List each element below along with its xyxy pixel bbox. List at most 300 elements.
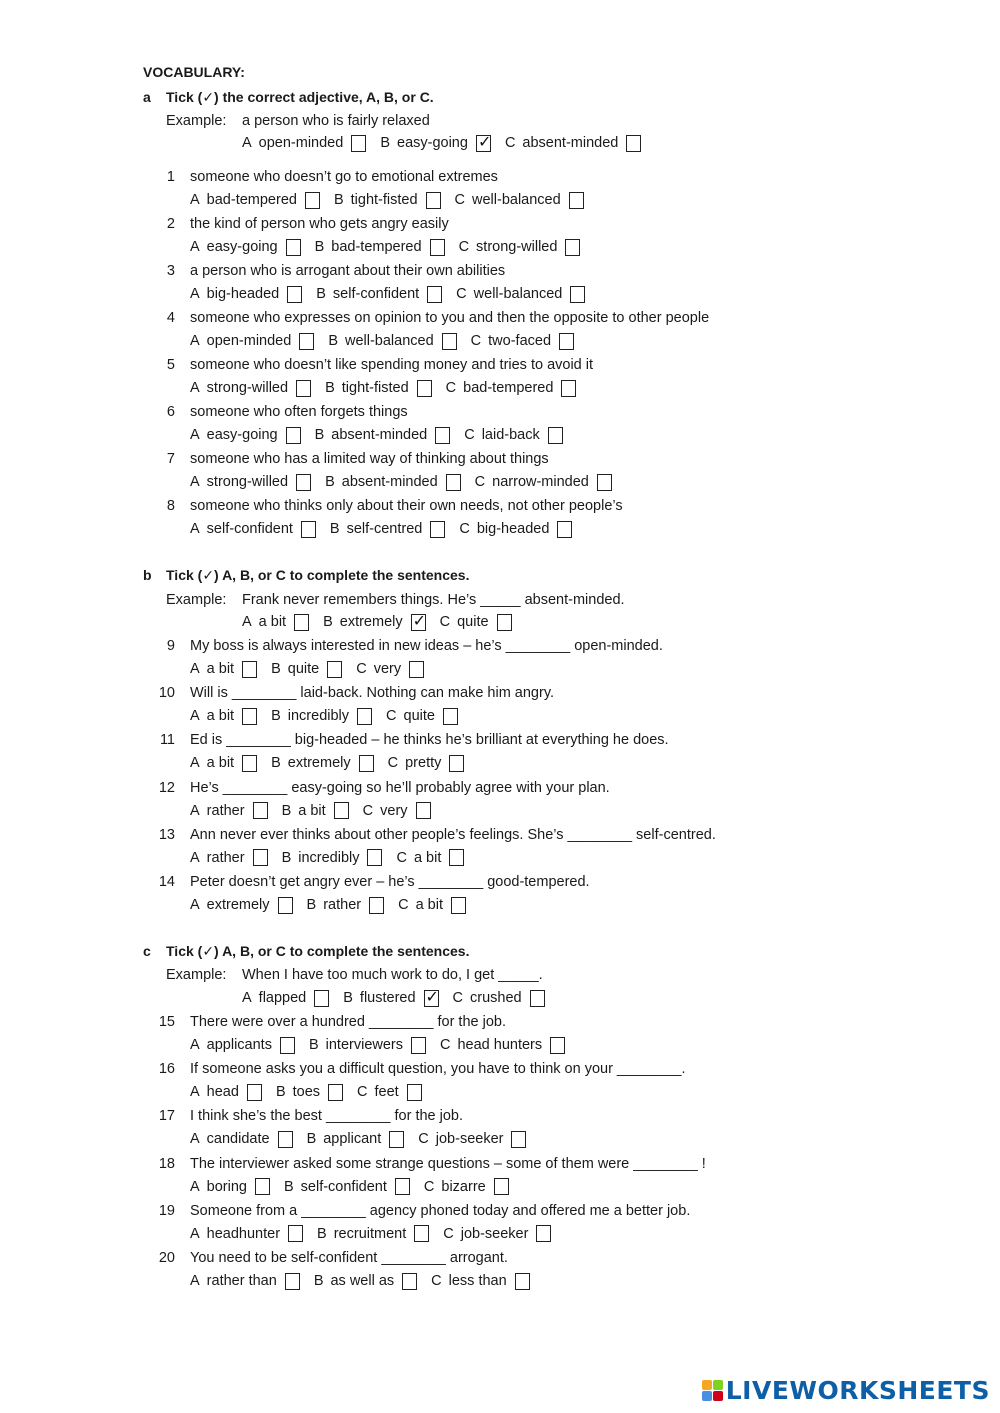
answer-checkbox[interactable]	[286, 239, 301, 256]
answer-checkbox[interactable]	[494, 1178, 509, 1195]
section-heading-a	[143, 89, 434, 106]
question-number: 2	[166, 216, 175, 232]
section-letter: a	[143, 89, 151, 105]
answer-checkbox[interactable]	[530, 990, 545, 1007]
question-text: I think she’s the best ________ for the job.	[190, 1108, 464, 1125]
section-instruction: Tick (✓) A, B, or C to complete the sentences.	[166, 943, 470, 959]
answer-option-b[interactable]	[276, 1083, 343, 1101]
answer-option-c[interactable]	[440, 1036, 565, 1054]
answer-checkbox[interactable]	[280, 1037, 295, 1054]
option-letter: C	[456, 286, 467, 302]
option-text: rather	[323, 897, 362, 913]
answer-option-c[interactable]	[386, 707, 458, 725]
answer-option-b[interactable]	[325, 473, 461, 491]
example-label: Example:	[166, 113, 227, 129]
option-letter: B	[333, 192, 344, 208]
option-text: strong-willed	[206, 474, 289, 490]
checked-checkbox[interactable]	[424, 990, 439, 1007]
answer-checkbox[interactable]	[253, 849, 268, 866]
answer-checkbox[interactable]	[287, 286, 302, 303]
option-text: a bit	[258, 614, 287, 630]
option-text: incredibly	[287, 708, 350, 725]
option-letter: B	[271, 661, 281, 677]
answer-option-b[interactable]	[323, 613, 426, 631]
option-text: applicants	[206, 1037, 272, 1053]
answer-option-a[interactable]	[190, 1225, 303, 1243]
answer-option-c[interactable]	[356, 660, 424, 678]
answer-option-b[interactable]	[325, 379, 432, 397]
answer-checkbox[interactable]	[449, 755, 464, 772]
answer-checkbox[interactable]	[536, 1225, 551, 1242]
answer-option-c[interactable]	[418, 1130, 526, 1148]
option-letter: C	[445, 380, 457, 396]
option-text: a bit	[206, 708, 235, 725]
option-letter: A	[190, 849, 200, 866]
option-letter: C	[474, 474, 486, 490]
question-number: 5	[166, 357, 175, 373]
example-prompt	[166, 966, 543, 984]
option-text: recruitment	[333, 1225, 407, 1242]
option-letter: A	[190, 802, 200, 819]
answer-checkbox[interactable]	[255, 1178, 270, 1195]
page-title: VOCABULARY:	[143, 64, 245, 80]
option-text: big-headed	[476, 521, 550, 537]
option-text: rather	[206, 802, 245, 819]
question-options	[190, 1130, 540, 1148]
example-options	[242, 989, 559, 1007]
question-number: 10	[158, 685, 175, 702]
question-options	[190, 849, 478, 867]
answer-checkbox[interactable]	[443, 708, 458, 725]
answer-checkbox[interactable]	[395, 1178, 410, 1195]
option-text: bad-tempered	[463, 380, 554, 396]
option-text: toes	[292, 1084, 321, 1101]
option-text: easy-going	[206, 239, 278, 255]
answer-option-b[interactable]	[282, 802, 349, 820]
answer-checkbox[interactable]	[407, 1084, 422, 1101]
question-text: If someone asks you a difficult question, you have to think on your ________.	[190, 1061, 686, 1078]
checked-checkbox[interactable]	[411, 614, 426, 631]
answer-option-a[interactable]	[190, 896, 293, 914]
answer-option-b[interactable]	[380, 134, 491, 152]
option-letter: C	[458, 239, 470, 255]
question-text: He’s ________ easy-going so he’ll probably agree with your plan.	[190, 779, 610, 796]
answer-checkbox[interactable]	[278, 1131, 293, 1148]
option-text: extremely	[206, 897, 270, 913]
answer-checkbox[interactable]	[278, 897, 293, 914]
option-text: pretty	[405, 755, 442, 772]
question-options	[190, 1272, 544, 1290]
option-letter: A	[190, 1037, 200, 1053]
option-text: extremely	[339, 614, 403, 630]
option-text: self-confident	[206, 521, 293, 537]
answer-option-c[interactable]	[446, 379, 577, 397]
answer-checkbox[interactable]	[367, 849, 382, 866]
answer-option-c[interactable]	[455, 191, 584, 209]
answer-checkbox[interactable]	[296, 474, 311, 491]
answer-option-a[interactable]	[190, 802, 268, 820]
option-letter: C	[452, 990, 464, 1006]
answer-option-a[interactable]	[190, 707, 257, 725]
question-text: someone who has a limited way of thinking about things	[190, 451, 549, 467]
answer-checkbox[interactable]	[242, 708, 257, 725]
answer-checkbox[interactable]	[294, 614, 309, 631]
option-letter: B	[328, 333, 338, 349]
option-text: rather than	[206, 1273, 277, 1289]
liveworksheets-logo-icon	[702, 1380, 723, 1401]
option-text: bizarre	[441, 1178, 486, 1195]
example-text: a person who is fairly relaxed	[242, 113, 430, 129]
answer-option-b[interactable]	[314, 1272, 417, 1290]
option-letter: B	[325, 474, 335, 490]
answer-checkbox[interactable]	[285, 1273, 300, 1290]
answer-option-b[interactable]	[328, 332, 456, 350]
option-text: absent-minded	[341, 474, 438, 490]
option-letter: A	[190, 521, 200, 537]
option-letter: C	[431, 1273, 442, 1289]
option-text: self-confident	[300, 1178, 387, 1195]
answer-option-b[interactable]	[343, 989, 438, 1007]
answer-option-a[interactable]	[190, 1178, 270, 1196]
option-letter: C	[504, 135, 516, 151]
answer-checkbox[interactable]	[402, 1273, 417, 1290]
option-text: quite	[403, 708, 435, 725]
question-text: There were over a hundred ________ for the job.	[190, 1014, 506, 1030]
option-letter: C	[418, 1131, 429, 1148]
option-letter: B	[281, 802, 292, 819]
answer-option-c[interactable]	[396, 849, 464, 867]
answer-checkbox[interactable]	[288, 1225, 303, 1242]
answer-checkbox[interactable]	[570, 286, 585, 303]
question-options	[190, 1225, 565, 1243]
option-text: very	[380, 802, 408, 819]
answer-checkbox[interactable]	[411, 1037, 426, 1054]
answer-option-c[interactable]	[424, 1178, 509, 1196]
answer-option-a[interactable]	[190, 473, 311, 491]
question-options	[190, 520, 586, 538]
option-letter: B	[306, 1131, 317, 1148]
answer-checkbox[interactable]	[427, 286, 442, 303]
answer-checkbox[interactable]	[559, 333, 574, 350]
question-text: You need to be self-confident ________ arrogant.	[190, 1250, 508, 1266]
example-label: Example:	[166, 967, 227, 983]
answer-option-b[interactable]	[330, 520, 445, 538]
answer-option-c[interactable]	[459, 238, 581, 256]
answer-checkbox[interactable]	[359, 755, 374, 772]
answer-checkbox[interactable]	[253, 802, 268, 819]
answer-checkbox[interactable]	[426, 192, 441, 209]
answer-checkbox[interactable]	[557, 521, 572, 538]
answer-option-a[interactable]	[190, 754, 257, 772]
option-letter: A	[190, 661, 200, 677]
option-text: open-minded	[258, 135, 344, 151]
answer-checkbox[interactable]	[242, 755, 257, 772]
question-number: 20	[158, 1250, 175, 1266]
answer-checkbox[interactable]	[550, 1037, 565, 1054]
answer-option-a[interactable]	[190, 238, 301, 256]
question-options	[190, 896, 480, 914]
answer-option-a[interactable]	[190, 1036, 295, 1054]
option-text: job-seeker	[435, 1131, 504, 1148]
option-letter: B	[316, 286, 326, 302]
question-options	[190, 802, 445, 820]
question-number: 16	[158, 1061, 175, 1078]
answer-option-b[interactable]	[317, 1225, 429, 1243]
question-number: 4	[166, 310, 175, 326]
option-letter: C	[362, 802, 374, 819]
option-letter: B	[317, 1225, 327, 1242]
option-letter: C	[423, 1178, 435, 1195]
option-text: bad-tempered	[206, 192, 297, 208]
option-text: easy-going	[397, 135, 468, 151]
option-letter: A	[190, 1084, 200, 1101]
option-text: candidate	[206, 1131, 270, 1148]
example-text: Frank never remembers things. He’s _____ absent-minded.	[242, 592, 625, 608]
option-letter: B	[323, 614, 333, 630]
answer-checkbox[interactable]	[597, 474, 612, 491]
question-text: someone who often forgets things	[190, 404, 408, 420]
question-options	[190, 332, 588, 350]
question-text: someone who thinks only about their own needs, not other people’s	[190, 498, 623, 514]
example-prompt	[166, 591, 625, 609]
option-text: extremely	[287, 755, 351, 772]
answer-checkbox[interactable]	[328, 1084, 343, 1101]
answer-checkbox[interactable]	[389, 1131, 404, 1148]
question-number: 11	[159, 732, 175, 749]
question-text: My boss is always interested in new ideas – he’s ________ open-minded.	[190, 638, 663, 654]
option-text: flustered	[359, 990, 416, 1006]
option-text: crushed	[470, 990, 522, 1006]
answer-option-a[interactable]	[190, 849, 268, 867]
answer-option-b[interactable]	[315, 426, 451, 444]
answer-checkbox[interactable]	[548, 427, 563, 444]
answer-checkbox[interactable]	[305, 192, 320, 209]
option-letter: B	[314, 239, 325, 255]
question-text: Will is ________ laid-back. Nothing can make him angry.	[190, 685, 555, 702]
option-text: rather	[206, 849, 245, 866]
option-letter: B	[306, 897, 317, 913]
question-number: 17	[158, 1108, 175, 1125]
answer-checkbox[interactable]	[430, 239, 445, 256]
option-text: applicant	[323, 1131, 382, 1148]
option-letter: A	[190, 239, 200, 255]
option-text: tight-fisted	[341, 380, 409, 396]
answer-checkbox[interactable]	[417, 380, 432, 397]
answer-checkbox[interactable]	[299, 333, 314, 350]
option-text: quite	[457, 614, 489, 630]
answer-option-b[interactable]	[315, 238, 445, 256]
question-number: 9	[166, 638, 175, 654]
answer-checkbox[interactable]	[626, 135, 641, 152]
answer-option-b[interactable]	[316, 285, 442, 303]
answer-checkbox[interactable]	[569, 192, 584, 209]
question-text: Peter doesn’t get angry ever – he’s ________ good-tempered.	[190, 874, 590, 890]
option-letter: A	[190, 755, 200, 772]
answer-option-a[interactable]	[190, 285, 302, 303]
answer-checkbox[interactable]	[357, 708, 372, 725]
option-text: very	[373, 661, 402, 677]
answer-checkbox[interactable]	[301, 521, 316, 538]
option-text: absent-minded	[331, 427, 428, 443]
answer-option-c[interactable]	[475, 473, 612, 491]
answer-checkbox[interactable]	[442, 333, 457, 350]
question-text: someone who expresses on opinion to you and then the opposite to other people	[190, 310, 710, 326]
example-options	[242, 613, 526, 631]
answer-option-a[interactable]	[190, 426, 301, 444]
answer-checkbox[interactable]	[446, 474, 461, 491]
answer-checkbox[interactable]	[242, 661, 257, 678]
question-text: the kind of person who gets angry easily	[190, 216, 449, 232]
answer-option-a[interactable]	[242, 989, 329, 1007]
option-letter: C	[396, 849, 407, 866]
answer-option-c[interactable]	[443, 1225, 551, 1243]
section-heading-b	[143, 567, 469, 584]
answer-option-a[interactable]	[242, 134, 366, 152]
answer-option-c[interactable]	[505, 134, 641, 152]
question-text: someone who doesn’t like spending money and tries to avoid it	[190, 357, 594, 373]
option-letter: C	[464, 427, 475, 443]
question-options	[190, 473, 626, 491]
answer-option-a[interactable]	[190, 1083, 262, 1101]
answer-checkbox[interactable]	[286, 427, 301, 444]
answer-option-b[interactable]	[309, 1036, 426, 1054]
answer-option-a[interactable]	[190, 191, 320, 209]
answer-checkbox[interactable]	[451, 897, 466, 914]
question-text: someone who doesn’t go to emotional extremes	[190, 169, 498, 185]
question-number: 14	[158, 874, 175, 890]
option-text: a bit	[206, 661, 235, 677]
question-options	[190, 426, 577, 444]
option-text: head hunters	[457, 1037, 543, 1053]
answer-option-c[interactable]	[398, 896, 466, 914]
answer-checkbox[interactable]	[511, 1131, 526, 1148]
answer-option-b[interactable]	[271, 707, 372, 725]
answer-checkbox[interactable]	[416, 802, 431, 819]
answer-checkbox[interactable]	[414, 1225, 429, 1242]
option-letter: A	[242, 614, 252, 630]
answer-checkbox[interactable]	[334, 802, 349, 819]
option-letter: B	[380, 135, 390, 151]
option-letter: A	[190, 192, 200, 208]
option-text: a bit	[413, 849, 442, 866]
example-label: Example:	[166, 592, 227, 608]
liveworksheets-brand[interactable]	[702, 1376, 990, 1405]
answer-checkbox[interactable]	[296, 380, 311, 397]
option-text: as well as	[330, 1273, 395, 1289]
option-letter: A	[190, 1178, 200, 1195]
answer-checkbox[interactable]	[561, 380, 576, 397]
question-number: 18	[158, 1155, 175, 1172]
answer-checkbox[interactable]	[247, 1084, 262, 1101]
answer-option-c[interactable]	[459, 520, 572, 538]
option-letter: C	[454, 192, 466, 208]
option-text: a bit	[298, 802, 326, 819]
option-text: bad-tempered	[331, 239, 422, 255]
answer-option-c[interactable]	[471, 332, 574, 350]
question-text: The interviewer asked some strange questions – some of them were ________ !	[190, 1155, 706, 1172]
answer-checkbox[interactable]	[435, 427, 450, 444]
answer-option-c[interactable]	[431, 1272, 530, 1290]
answer-checkbox[interactable]	[327, 661, 342, 678]
checked-checkbox[interactable]	[476, 135, 491, 152]
option-letter: A	[190, 333, 200, 349]
option-text: laid-back	[481, 427, 540, 443]
question-options	[190, 191, 598, 209]
answer-checkbox[interactable]	[430, 521, 445, 538]
question-text: a person who is arrogant about their own abilities	[190, 263, 506, 279]
answer-option-b[interactable]	[307, 896, 385, 914]
answer-option-c[interactable]	[440, 613, 512, 631]
example-prompt	[166, 112, 430, 130]
option-letter: C	[386, 708, 397, 725]
answer-option-c[interactable]	[464, 426, 563, 444]
answer-checkbox[interactable]	[497, 614, 512, 631]
option-text: well-balanced	[345, 333, 434, 349]
option-letter: C	[443, 1225, 454, 1242]
answer-option-a[interactable]	[190, 660, 257, 678]
option-text: two-faced	[488, 333, 552, 349]
option-text: self-confident	[332, 286, 420, 302]
answer-option-b[interactable]	[307, 1130, 405, 1148]
answer-option-b[interactable]	[284, 1178, 410, 1196]
answer-checkbox[interactable]	[449, 849, 464, 866]
answer-option-a[interactable]	[190, 379, 311, 397]
option-letter: C	[439, 614, 451, 630]
answer-option-c[interactable]	[456, 285, 585, 303]
question-options	[190, 707, 472, 725]
option-letter: B	[283, 1178, 294, 1195]
option-letter: B	[308, 1037, 319, 1053]
question-text: Ed is ________ big-headed – he thinks he’s brilliant at everything he does.	[190, 732, 669, 749]
answer-option-c[interactable]	[453, 989, 545, 1007]
option-text: boring	[206, 1178, 247, 1195]
option-text: big-headed	[206, 286, 280, 302]
option-letter: A	[190, 286, 200, 302]
answer-option-c[interactable]	[363, 802, 431, 820]
question-number: 19	[158, 1202, 175, 1219]
answer-checkbox[interactable]	[351, 135, 366, 152]
option-letter: A	[242, 990, 252, 1006]
answer-checkbox[interactable]	[409, 661, 424, 678]
answer-checkbox[interactable]	[314, 990, 329, 1007]
answer-option-c[interactable]	[357, 1083, 422, 1101]
answer-option-c[interactable]	[388, 754, 465, 772]
answer-checkbox[interactable]	[565, 239, 580, 256]
answer-option-b[interactable]	[271, 660, 342, 678]
option-letter: A	[190, 1131, 200, 1148]
answer-option-b[interactable]	[271, 754, 374, 772]
answer-option-a[interactable]	[190, 520, 316, 538]
answer-option-a[interactable]	[190, 332, 314, 350]
option-letter: A	[190, 427, 200, 443]
answer-checkbox[interactable]	[515, 1273, 530, 1290]
question-text: Someone from a ________ agency phoned today and offered me a better job.	[190, 1202, 691, 1219]
question-number: 15	[158, 1014, 175, 1030]
option-letter: A	[242, 135, 252, 151]
answer-option-a[interactable]	[242, 613, 309, 631]
answer-checkbox[interactable]	[369, 897, 384, 914]
answer-option-b[interactable]	[282, 849, 383, 867]
option-letter: B	[271, 755, 281, 772]
answer-option-a[interactable]	[190, 1272, 300, 1290]
answer-option-b[interactable]	[334, 191, 441, 209]
option-letter: C	[357, 1084, 368, 1101]
answer-option-a[interactable]	[190, 1130, 293, 1148]
option-letter: A	[190, 897, 200, 913]
option-letter: B	[281, 849, 292, 866]
question-options	[190, 285, 599, 303]
option-letter: B	[343, 990, 353, 1006]
